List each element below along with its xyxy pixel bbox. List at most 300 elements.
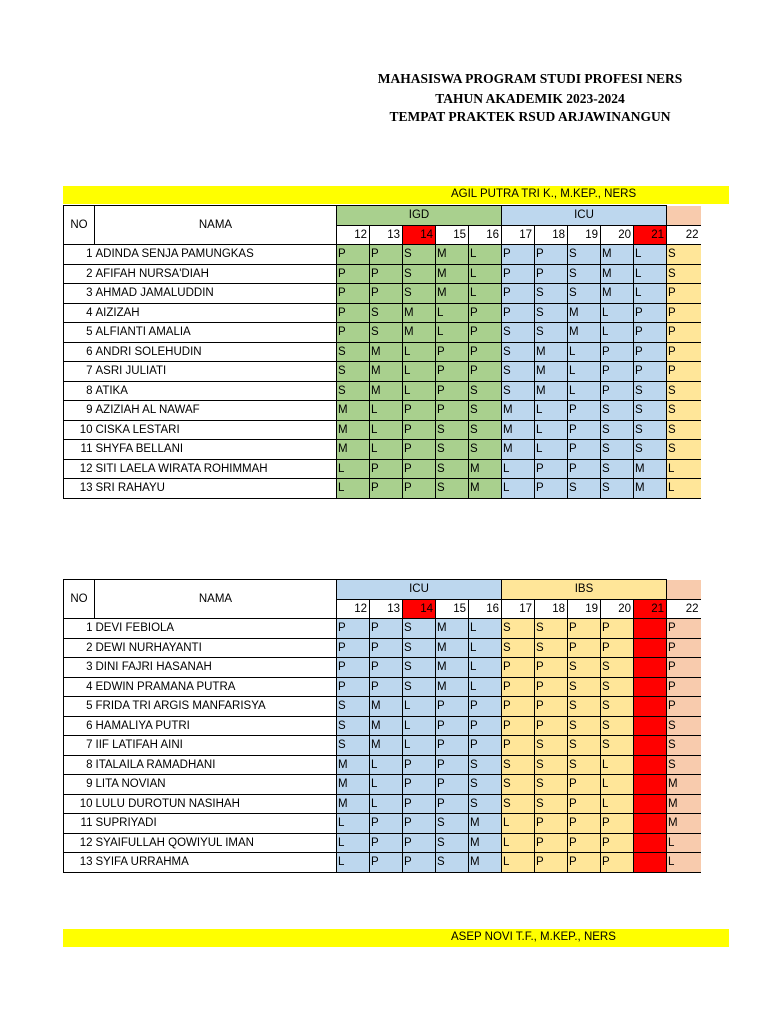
student-row <box>64 362 701 382</box>
shift-cell: L <box>667 853 701 873</box>
student-row <box>64 716 701 736</box>
shift-cell: P <box>337 619 370 639</box>
shift-cell: S <box>568 736 601 756</box>
shift-cell: S <box>337 697 370 717</box>
student-row <box>64 658 701 678</box>
shift-cell: M <box>370 362 403 382</box>
shift-cell: M <box>403 303 436 323</box>
shift-cell: P <box>568 440 601 460</box>
shift-cell: S <box>568 479 601 499</box>
shift-cell: L <box>667 459 701 479</box>
shift-cell: L <box>568 381 601 401</box>
shift-cell: S <box>403 638 436 658</box>
shift-cell: S <box>436 440 469 460</box>
shift-cell: M <box>667 775 701 795</box>
student-row <box>64 440 701 460</box>
student-row <box>64 479 701 499</box>
shift-cell: M <box>337 440 370 460</box>
student-name: DEVI FEBIOLA <box>95 619 337 639</box>
row-number: 10 <box>64 420 95 440</box>
student-name: SYIFA URRAHMA <box>95 853 337 873</box>
shift-cell: P <box>634 342 667 362</box>
day-header-13: 13 <box>370 225 403 245</box>
student-row <box>64 284 701 304</box>
shift-cell: L <box>667 833 701 853</box>
shift-cell: P <box>403 833 436 853</box>
shift-cell: S <box>469 401 502 421</box>
student-row <box>64 677 701 697</box>
shift-cell: M <box>568 323 601 343</box>
shift-cell: L <box>469 638 502 658</box>
shift-cell: L <box>634 245 667 265</box>
shift-cell: M <box>403 323 436 343</box>
shift-cell: S <box>634 420 667 440</box>
unit-header-extra <box>667 580 701 600</box>
shift-cell: P <box>667 284 701 304</box>
shift-cell: P <box>667 697 701 717</box>
shift-cell: P <box>667 658 701 678</box>
shift-cell: P <box>370 459 403 479</box>
shift-cell: M <box>568 303 601 323</box>
shift-cell: P <box>370 638 403 658</box>
shift-cell: P <box>337 658 370 678</box>
shift-cell: P <box>568 638 601 658</box>
shift-cell: P <box>436 401 469 421</box>
shift-cell: S <box>601 440 634 460</box>
shift-cell: L <box>601 794 634 814</box>
schedule-table-1 <box>63 205 701 499</box>
day-header-12: 12 <box>337 599 370 619</box>
shift-cell: L <box>601 775 634 795</box>
shift-cell <box>634 677 667 697</box>
row-number: 2 <box>64 638 95 658</box>
day-header-18: 18 <box>535 225 568 245</box>
unit-header-icu: ICU <box>337 580 502 600</box>
shift-cell: S <box>436 479 469 499</box>
shift-cell: M <box>502 440 535 460</box>
shift-cell: P <box>436 775 469 795</box>
shift-cell: L <box>370 420 403 440</box>
shift-cell: M <box>634 459 667 479</box>
shift-cell: P <box>601 638 634 658</box>
shift-cell: P <box>403 775 436 795</box>
student-row <box>64 697 701 717</box>
shift-cell: P <box>601 342 634 362</box>
shift-cell: P <box>469 736 502 756</box>
shift-cell <box>634 755 667 775</box>
shift-cell: L <box>370 755 403 775</box>
shift-cell: S <box>667 755 701 775</box>
shift-cell: P <box>601 833 634 853</box>
day-header-18: 18 <box>535 599 568 619</box>
shift-cell: P <box>601 381 634 401</box>
shift-cell: P <box>502 284 535 304</box>
shift-cell: S <box>502 775 535 795</box>
shift-cell: P <box>667 303 701 323</box>
student-row <box>64 381 701 401</box>
shift-cell: S <box>634 381 667 401</box>
shift-cell: L <box>469 677 502 697</box>
shift-cell: M <box>535 381 568 401</box>
shift-cell: L <box>634 264 667 284</box>
shift-cell: L <box>370 775 403 795</box>
shift-cell: L <box>535 420 568 440</box>
shift-cell: S <box>469 381 502 401</box>
row-number: 2 <box>64 264 95 284</box>
day-header-13: 13 <box>370 599 403 619</box>
row-number: 11 <box>64 440 95 460</box>
shift-cell: M <box>370 716 403 736</box>
shift-cell: P <box>436 381 469 401</box>
shift-cell: S <box>535 638 568 658</box>
shift-cell: L <box>469 619 502 639</box>
shift-cell: P <box>535 264 568 284</box>
shift-cell: P <box>436 736 469 756</box>
shift-cell: S <box>535 284 568 304</box>
student-name: FRIDA TRI ARGIS MANFARISYA <box>95 697 337 717</box>
shift-cell: S <box>667 381 701 401</box>
shift-cell <box>634 794 667 814</box>
shift-cell: S <box>469 440 502 460</box>
shift-cell: P <box>535 677 568 697</box>
shift-cell: M <box>337 420 370 440</box>
student-row <box>64 264 701 284</box>
day-header-16: 16 <box>469 599 502 619</box>
day-header-17: 17 <box>502 225 535 245</box>
shift-cell: P <box>502 264 535 284</box>
day-header-15: 15 <box>436 225 469 245</box>
shift-cell: L <box>337 853 370 873</box>
shift-cell: P <box>535 245 568 265</box>
shift-cell: M <box>370 697 403 717</box>
shift-cell: S <box>403 245 436 265</box>
shift-cell: M <box>469 833 502 853</box>
shift-cell: S <box>601 459 634 479</box>
shift-cell: S <box>601 479 634 499</box>
shift-cell: M <box>667 814 701 834</box>
student-name: SHYFA BELLANI <box>95 440 337 460</box>
shift-cell: S <box>535 755 568 775</box>
row-number: 4 <box>64 303 95 323</box>
shift-cell: S <box>436 814 469 834</box>
day-header-17: 17 <box>502 599 535 619</box>
row-number: 8 <box>64 755 95 775</box>
shift-cell: S <box>568 658 601 678</box>
shift-cell: S <box>568 716 601 736</box>
student-row <box>64 833 701 853</box>
shift-cell: S <box>337 736 370 756</box>
student-row <box>64 638 701 658</box>
shift-cell: P <box>370 264 403 284</box>
shift-cell: S <box>568 284 601 304</box>
shift-cell: S <box>667 245 701 265</box>
shift-cell: S <box>436 853 469 873</box>
shift-cell: L <box>667 479 701 499</box>
row-number: 10 <box>64 794 95 814</box>
shift-cell: S <box>502 794 535 814</box>
student-row <box>64 736 701 756</box>
shift-cell: S <box>535 303 568 323</box>
shift-cell: P <box>403 814 436 834</box>
shift-cell: S <box>601 736 634 756</box>
row-number: 7 <box>64 736 95 756</box>
shift-cell: P <box>436 697 469 717</box>
shift-cell: P <box>502 677 535 697</box>
student-name: DEWI NURHAYANTI <box>95 638 337 658</box>
shift-cell: L <box>403 697 436 717</box>
shift-cell: P <box>535 479 568 499</box>
shift-cell: S <box>469 794 502 814</box>
shift-cell: P <box>370 814 403 834</box>
shift-cell: P <box>370 245 403 265</box>
student-name: AIZIZAH <box>95 303 337 323</box>
shift-cell: L <box>502 833 535 853</box>
schedule-table-2 <box>63 579 701 873</box>
shift-cell: P <box>634 323 667 343</box>
shift-cell: S <box>337 381 370 401</box>
day-header-16: 16 <box>469 225 502 245</box>
shift-cell: M <box>601 245 634 265</box>
shift-cell <box>634 658 667 678</box>
shift-cell: P <box>469 323 502 343</box>
shift-cell: S <box>370 323 403 343</box>
shift-cell: P <box>601 814 634 834</box>
student-row <box>64 342 701 362</box>
shift-cell: L <box>601 755 634 775</box>
day-header-20: 20 <box>601 599 634 619</box>
row-number: 6 <box>64 716 95 736</box>
shift-cell: P <box>535 716 568 736</box>
shift-cell: M <box>370 342 403 362</box>
shift-cell: P <box>568 420 601 440</box>
shift-cell: L <box>403 381 436 401</box>
shift-cell: S <box>502 619 535 639</box>
shift-cell: S <box>436 833 469 853</box>
shift-cell: M <box>469 853 502 873</box>
row-number: 5 <box>64 323 95 343</box>
day-header-22: 22 <box>667 225 701 245</box>
shift-cell: L <box>502 459 535 479</box>
shift-cell: P <box>469 716 502 736</box>
row-number: 3 <box>64 658 95 678</box>
shift-cell: P <box>370 833 403 853</box>
shift-cell: S <box>601 716 634 736</box>
shift-cell: P <box>436 794 469 814</box>
day-header-14: 14 <box>403 225 436 245</box>
shift-cell: M <box>370 381 403 401</box>
shift-cell: M <box>436 677 469 697</box>
shift-cell: P <box>403 755 436 775</box>
shift-cell: M <box>337 401 370 421</box>
shift-cell: L <box>469 245 502 265</box>
shift-cell: P <box>568 853 601 873</box>
shift-cell: L <box>634 284 667 304</box>
shift-cell: M <box>502 401 535 421</box>
shift-cell: P <box>370 619 403 639</box>
unit-header-extra <box>667 206 701 226</box>
shift-cell: S <box>535 619 568 639</box>
student-name: IIF LATIFAH AINI <box>95 736 337 756</box>
shift-cell: M <box>469 459 502 479</box>
shift-cell: P <box>568 775 601 795</box>
row-number: 7 <box>64 362 95 382</box>
shift-cell: P <box>403 853 436 873</box>
shift-cell: S <box>403 658 436 678</box>
shift-cell: P <box>403 794 436 814</box>
shift-cell: P <box>634 303 667 323</box>
student-row <box>64 303 701 323</box>
student-row <box>64 401 701 421</box>
shift-cell: S <box>337 362 370 382</box>
shift-cell: P <box>535 697 568 717</box>
shift-cell: P <box>403 401 436 421</box>
shift-cell: L <box>436 323 469 343</box>
supervisor-name-2: ASEP NOVI T.F., M.KEP., NERS <box>451 931 616 943</box>
row-number: 4 <box>64 677 95 697</box>
shift-cell <box>634 814 667 834</box>
shift-cell: M <box>436 245 469 265</box>
shift-cell: S <box>568 677 601 697</box>
shift-cell: S <box>634 440 667 460</box>
shift-cell: P <box>667 638 701 658</box>
shift-cell: P <box>502 736 535 756</box>
student-name: EDWIN PRAMANA PUTRA <box>95 677 337 697</box>
shift-cell: S <box>436 459 469 479</box>
shift-cell: S <box>502 755 535 775</box>
student-name: AFIFAH NURSA'DIAH <box>95 264 337 284</box>
document-title-line3: TEMPAT PRAKTEK RSUD ARJAWINANGUN <box>389 109 671 124</box>
row-number: 13 <box>64 853 95 873</box>
row-number: 13 <box>64 479 95 499</box>
shift-cell: M <box>436 638 469 658</box>
student-name: ANDRI SOLEHUDIN <box>95 342 337 362</box>
shift-cell: L <box>370 440 403 460</box>
shift-cell: M <box>469 814 502 834</box>
document-title-line1: MAHASISWA PROGRAM STUDI PROFESI NERS <box>377 71 683 86</box>
shift-cell: L <box>469 284 502 304</box>
shift-cell: M <box>436 658 469 678</box>
shift-cell: P <box>601 853 634 873</box>
shift-cell <box>634 775 667 795</box>
row-number: 6 <box>64 342 95 362</box>
shift-cell: P <box>502 658 535 678</box>
shift-cell: L <box>337 814 370 834</box>
column-header-nama: NAMA <box>95 580 337 619</box>
row-number: 11 <box>64 814 95 834</box>
shift-cell: P <box>568 814 601 834</box>
student-name: LITA NOVIAN <box>95 775 337 795</box>
shift-cell: S <box>436 420 469 440</box>
shift-cell: S <box>469 775 502 795</box>
shift-cell: M <box>337 775 370 795</box>
shift-cell: L <box>469 658 502 678</box>
shift-cell: P <box>469 697 502 717</box>
shift-cell: L <box>403 736 436 756</box>
shift-cell: M <box>502 420 535 440</box>
shift-cell: S <box>502 362 535 382</box>
student-name: AZIZIAH AL NAWAF <box>95 401 337 421</box>
shift-cell <box>634 853 667 873</box>
shift-cell: L <box>403 362 436 382</box>
shift-cell: L <box>502 814 535 834</box>
shift-cell: P <box>601 362 634 382</box>
shift-cell: P <box>502 303 535 323</box>
shift-cell: P <box>403 479 436 499</box>
shift-cell: P <box>469 303 502 323</box>
shift-cell <box>634 716 667 736</box>
shift-cell: P <box>370 853 403 873</box>
shift-cell: S <box>403 677 436 697</box>
shift-cell: M <box>436 619 469 639</box>
student-row <box>64 323 701 343</box>
shift-cell: P <box>667 323 701 343</box>
student-name: SYAIFULLAH QOWIYUL IMAN <box>95 833 337 853</box>
shift-cell: P <box>337 323 370 343</box>
shift-cell: P <box>337 303 370 323</box>
shift-cell: P <box>469 362 502 382</box>
student-row <box>64 755 701 775</box>
shift-cell: P <box>502 697 535 717</box>
day-header-14: 14 <box>403 599 436 619</box>
shift-cell: M <box>601 284 634 304</box>
shift-cell: S <box>568 245 601 265</box>
shift-cell: S <box>403 619 436 639</box>
student-row <box>64 775 701 795</box>
shift-cell: P <box>667 677 701 697</box>
shift-cell: M <box>535 342 568 362</box>
student-row <box>64 459 701 479</box>
shift-cell: S <box>667 716 701 736</box>
shift-cell: S <box>667 440 701 460</box>
student-row <box>64 794 701 814</box>
shift-cell: P <box>370 677 403 697</box>
shift-cell: P <box>337 638 370 658</box>
shift-cell: P <box>370 284 403 304</box>
student-name: ATIKA <box>95 381 337 401</box>
shift-cell: L <box>436 303 469 323</box>
shift-cell: S <box>403 284 436 304</box>
shift-cell: L <box>568 362 601 382</box>
shift-cell: P <box>535 814 568 834</box>
shift-cell: P <box>667 362 701 382</box>
shift-cell: S <box>601 420 634 440</box>
shift-cell: S <box>535 794 568 814</box>
shift-cell: S <box>502 342 535 362</box>
shift-cell: L <box>337 479 370 499</box>
shift-cell: S <box>337 342 370 362</box>
shift-cell: L <box>370 794 403 814</box>
shift-cell: P <box>568 794 601 814</box>
document-title-line2: TAHUN AKADEMIK 2023-2024 <box>435 91 625 106</box>
shift-cell: P <box>337 264 370 284</box>
student-name: ASRI JULIATI <box>95 362 337 382</box>
student-name: SRI RAHAYU <box>95 479 337 499</box>
supervisor-banner-2 <box>63 929 729 947</box>
shift-cell: L <box>502 479 535 499</box>
shift-cell <box>634 736 667 756</box>
shift-cell: P <box>568 619 601 639</box>
row-number: 12 <box>64 833 95 853</box>
shift-cell: P <box>535 853 568 873</box>
shift-cell: P <box>568 401 601 421</box>
shift-cell: P <box>667 619 701 639</box>
column-header-no: NO <box>64 580 95 619</box>
shift-cell: M <box>370 736 403 756</box>
student-row <box>64 853 701 873</box>
day-header-22: 22 <box>667 599 701 619</box>
shift-cell: M <box>337 794 370 814</box>
shift-cell: P <box>568 833 601 853</box>
